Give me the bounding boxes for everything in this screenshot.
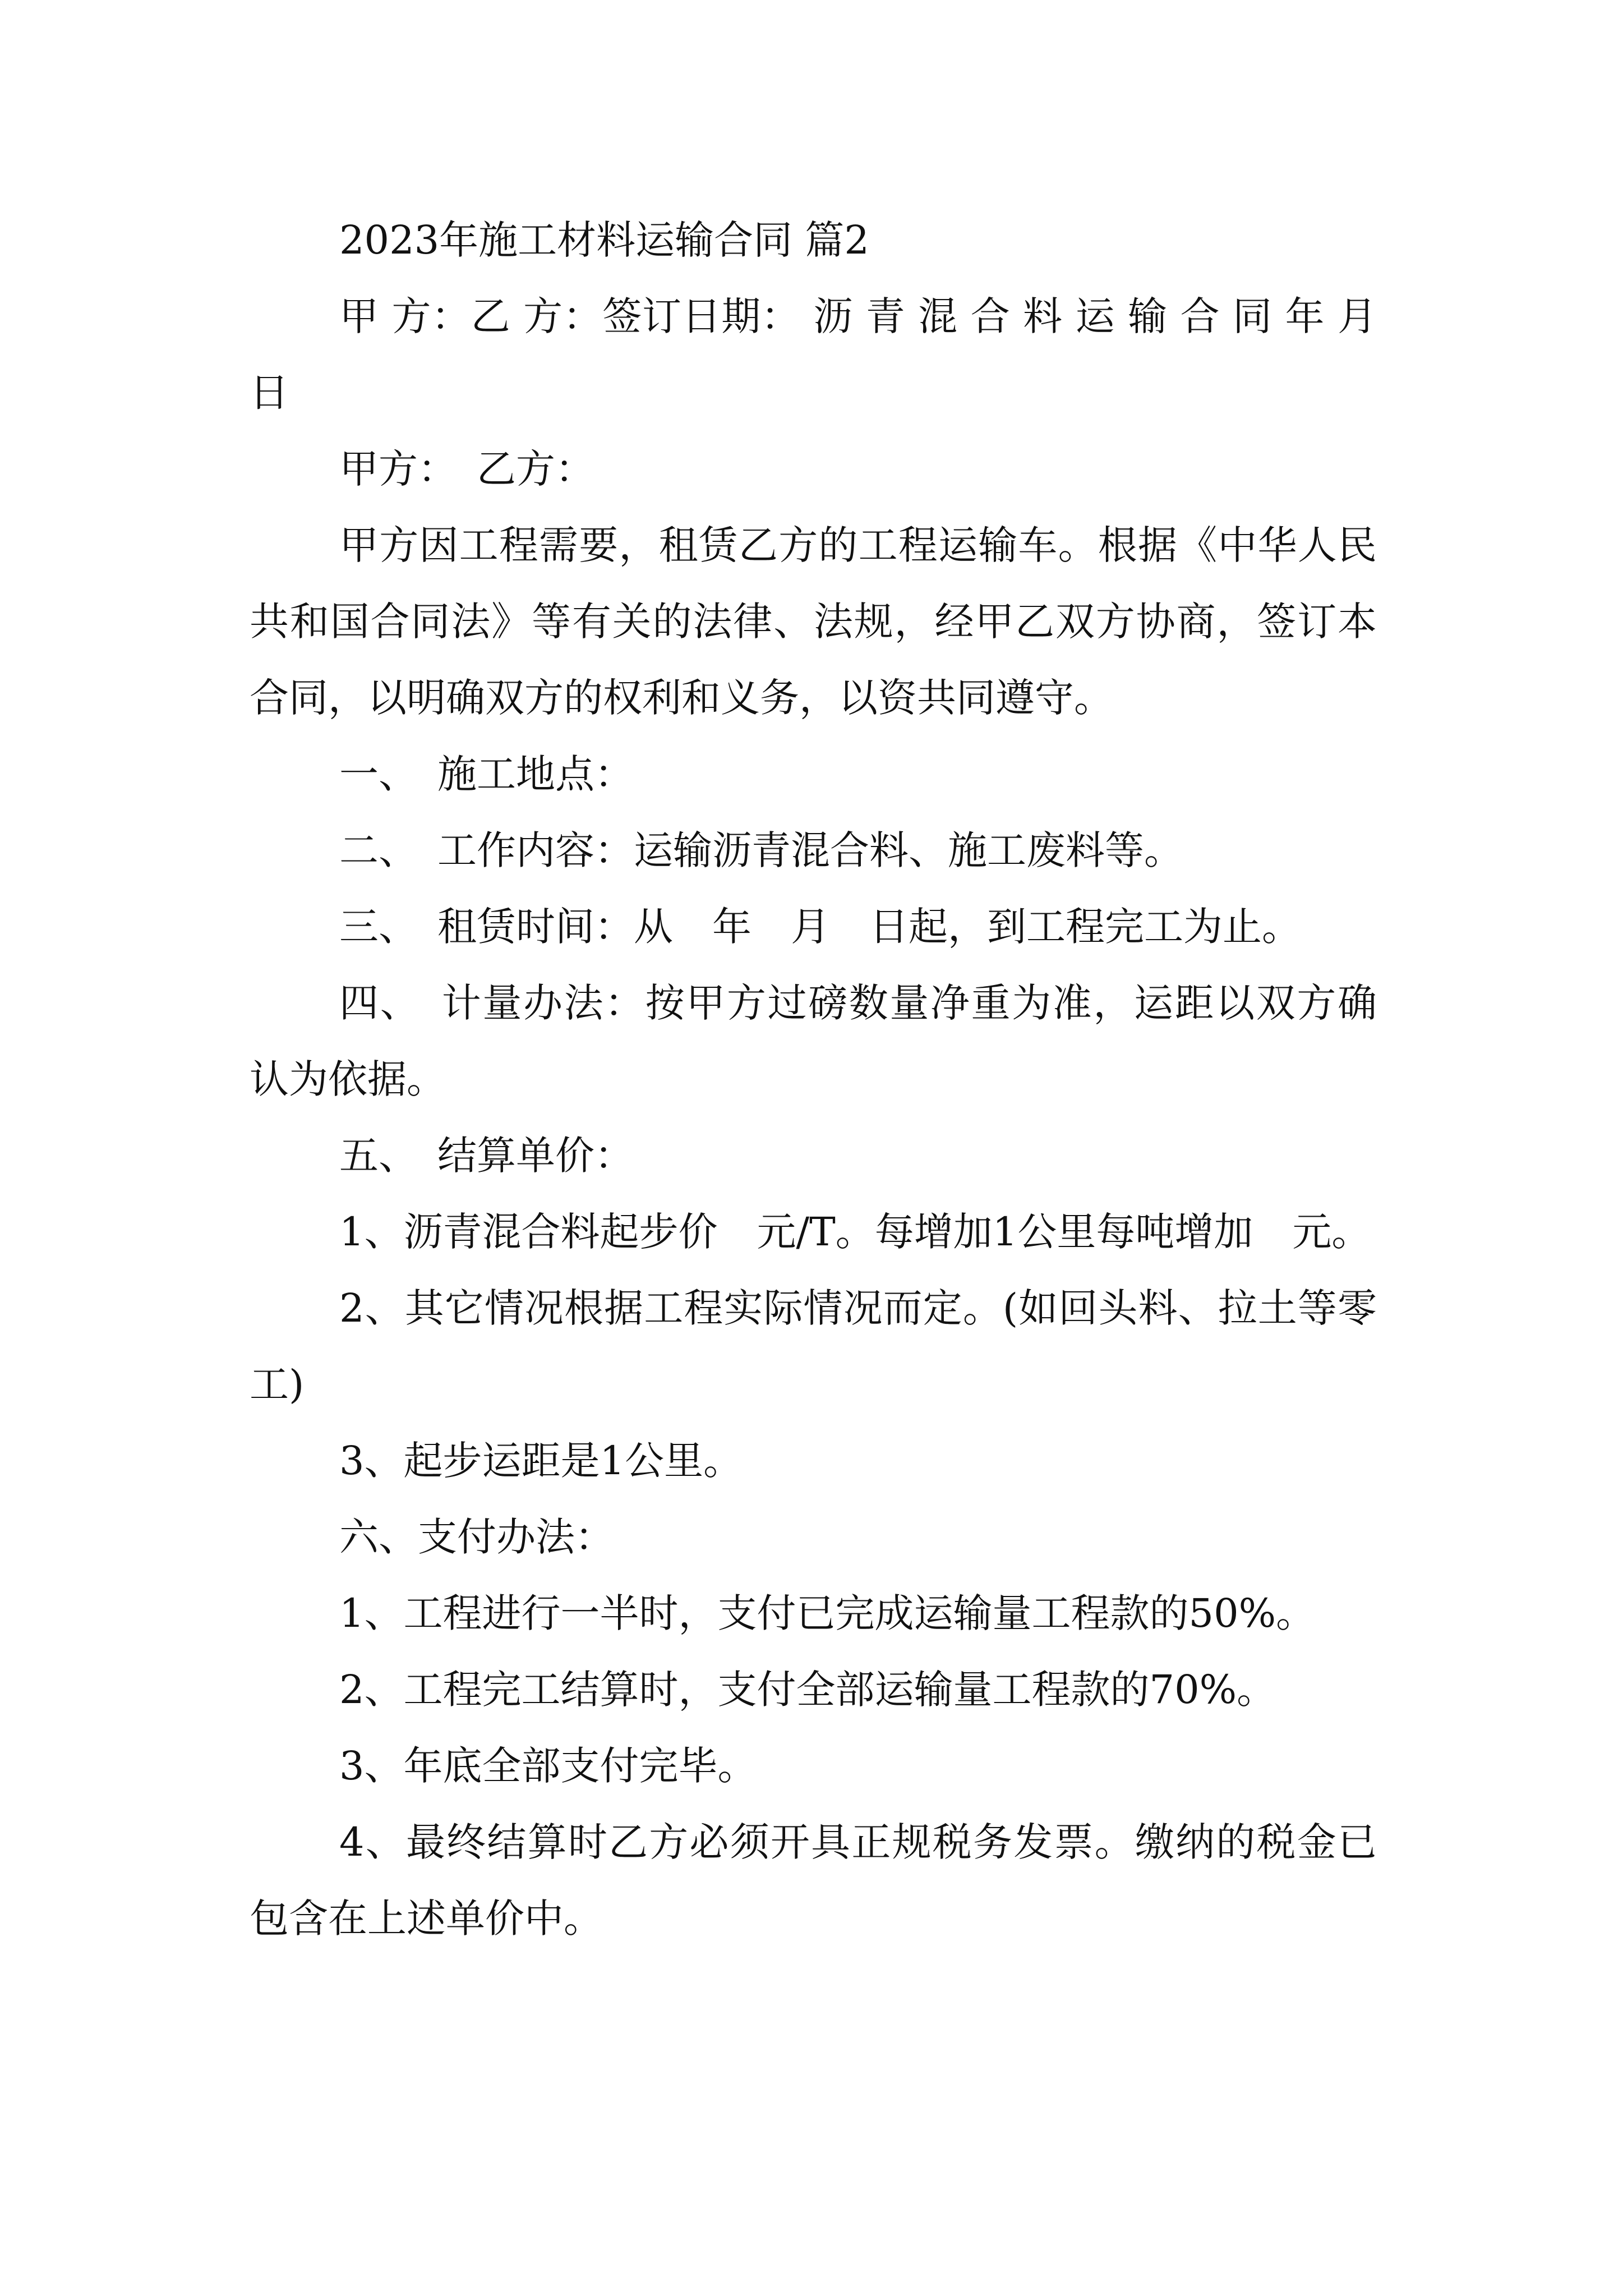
clause-lease-period: 三、 租赁时间：从 年 月 日起，到工程完工为止。: [339, 904, 1301, 950]
clause-measurement: 四、 计量办法：按甲方过磅数量净重为准，运距以双方确认为依据。: [250, 980, 1377, 1102]
payment-item-3: 3、年底全部支付完毕。: [339, 1743, 757, 1789]
payment-item-4: 4、最终结算时乙方必须开具正规税务发票。缴纳的税金已包含在上述单价中。: [250, 1819, 1377, 1941]
document-body: [250, 202, 1377, 1957]
payment-item-1: 1、工程进行一半时，支付已完成运输量工程款的50%。: [339, 1590, 1316, 1636]
clause-payment: 六、支付办法：: [339, 1514, 614, 1560]
contract-header-line: 甲 方：乙 方：签订日期： 沥 青 混 合 料 运 输 合 同 年 月 日: [250, 293, 1377, 416]
preamble-paragraph: 甲方因工程需要，租赁乙方的工程运输车。根据《中华人民共和国合同法》等有关的法律、法规，经甲乙双方协商，签订本合同，以明确双方的权利和义务，以资共同遵守。: [250, 522, 1377, 721]
unit-price-item-3: 3、起步运距是1公里。: [339, 1438, 743, 1484]
party-line: 甲方： 乙方：: [339, 446, 594, 492]
unit-price-item-1: 1、沥青混合料起步价 元/T。每增加1公里每吨增加 元。: [339, 1209, 1371, 1255]
clause-unit-price: 五、 结算单价：: [339, 1133, 634, 1179]
document-title: 2023年施工材料运输合同 篇2: [339, 217, 869, 263]
clause-work-content: 二、 工作内容：运输沥青混合料、施工废料等。: [339, 827, 1183, 873]
clause-construction-site: 一、 施工地点：: [339, 751, 634, 797]
payment-item-2: 2、工程完工结算时，支付全部运输量工程款的70%。: [339, 1667, 1276, 1713]
unit-price-item-2: 2、其它情况根据工程实际情况而定。(如回头料、拉土等零工): [250, 1285, 1377, 1407]
